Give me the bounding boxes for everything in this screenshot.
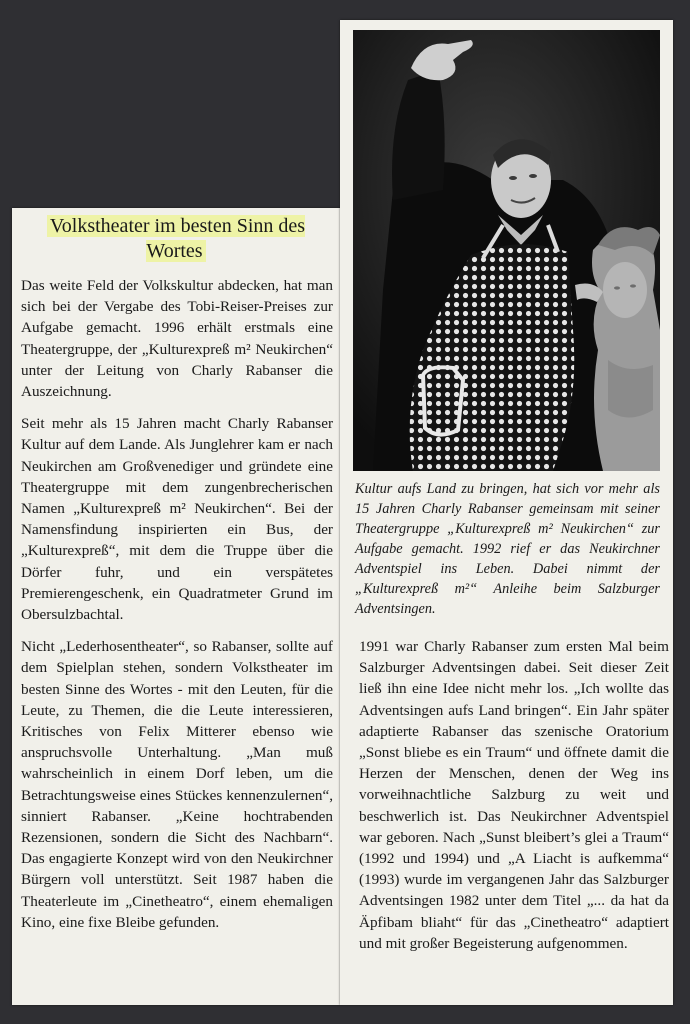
article-paragraph: Das weite Feld der Volkskultur abdecken, hat man sich bei der Vergabe des Tobi-Reiser-Preises zur Aufgabe gemacht. 1996 erhält erstmals eine Theatergruppe, der „Kulturexpreß m² Neukirchen“ unter der Leitung von Charly Rabanser die Auszeichnung. [21, 277, 333, 401]
photo-actor-apron [353, 30, 660, 471]
photo-caption [355, 479, 660, 619]
article-right-column [359, 636, 669, 954]
headline-highlight: Volkstheater im besten Sinn des Wortes [47, 215, 305, 262]
article-paragraph: Seit mehr als 15 Jahren macht Charly Rabanser Kultur auf dem Lande. Als Junglehrer kam er nach Neukirchen am Großvenediger und gründete eine Theatergruppe mit dem zungenbrecherischen Namen „Kulturexpreß m² Neukirchen“. Bei der Namensfindung inspirierten ein Bus, der „Kulturexpreß“, mit dem die Truppe über die Dörfer fuhr, und ein verspätetes Premierengeschenk, ein Quadratmeter Grund im Obersulzbachtal. [21, 415, 333, 624]
article-left-column [21, 275, 333, 944]
article-headline [34, 214, 318, 264]
article-paragraph: 1991 war Charly Rabanser zum ersten Mal beim Salzburger Adventsingen dabei. Seit dieser Zeit ließ ihn eine Idee nicht mehr los. „Ich wollte das Adventsingen aufs Land bringen“. Ein Jahr später adaptierte Rabanser das szenische Oratorium „Sonst bliebe es ein Traum“ und öffnete damit die Herzen der Menschen, denen der Weg ins vorweihnachtliche Salzburg zu weit und beschwerlich ist. Das Neukirchner Adventspiel war geboren. Nach „Sunst bleibert’s glei a Traum“ (1992 und 1994) und „A Liacht is aufkemma“ (1993) wurde im vergangenen Jahr das Salzburger Adventsingen 1982 unter dem Titel „... da hat da Äpfibam bliaht“ für das „Cinetheatro“ adaptiert und mit großer Begeisterung aufgenommen. [359, 638, 669, 952]
article-paragraph: Nicht „Lederhosentheater“, so Rabanser, sollte auf dem Spielplan stehen, sondern Volkstheater im besten Sinne des Wortes - mit den Leuten, für die Leute, zu Themen, die die Leute interessieren, Kritisches von Felix Mitterer ebenso wie anspruchsvolle Unterhaltung. „Man muß wahrscheinlich in einem Dorf leben, um die Betrachtungsweise eines Stückes kennenzulernen“, sinniert Rabanser. „Keine hochtrabenden Rezensionen, sondern die Sicht des Nachbarn“. Das engagierte Konzept wird von den Neukirchner Bürgern voll unterstützt. Seit 1987 haben die Theaterleute im „Cinetheatro“, einem ehemaligen Kino, eine fixe Bleibe gefunden. [21, 638, 333, 931]
article-photo [353, 30, 660, 471]
caption-text: Kultur aufs Land zu bringen, hat sich vor mehr als 15 Jahren Charly Rabanser gemeinsam mit seiner Theatergruppe „Kulturexpreß m² Neukirchen“ zur Aufgabe gemacht. 1992 rief er das Neukirchner Adventspiel ins Leben. Dabei nimmt der „Kulturexpreß m²“ Anleihe beim Salzburger Adventsingen. [355, 481, 660, 617]
